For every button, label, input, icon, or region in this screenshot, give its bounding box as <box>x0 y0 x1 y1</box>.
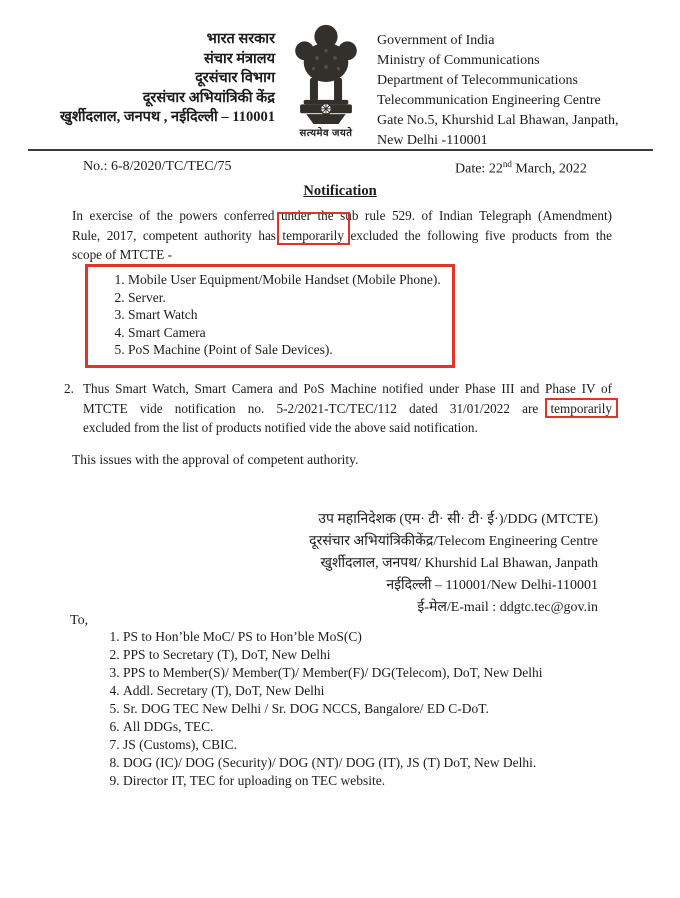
highlighted-word-temporarily-1: temporarily <box>282 227 344 243</box>
national-emblem <box>284 24 368 139</box>
english-line: Ministry of Communications <box>377 53 540 68</box>
product-item: 5. PoS Machine (Point of Sale Devices). <box>128 341 452 359</box>
paragraph-2-body <box>83 379 612 438</box>
signature-line: उप महानिदेशक (एम· टी· सी· टी· ई·)/DDG (MTCTE) <box>318 512 598 527</box>
english-line: New Delhi -110001 <box>377 133 488 148</box>
hindi-line: दूरसंचार विभाग <box>195 70 275 86</box>
distribution-item: 5. Sr. DOG TEC New Delhi / Sr. DOG NCCS, Bangalore/ ED C-DoT. <box>123 700 542 718</box>
paragraph-1-text: excluded the following five products from the <box>343 227 612 243</box>
paragraph-1-text: Rule, 2017, competent authority has <box>72 227 283 243</box>
paragraph-2-line: excluded from the list of products notified vide the above said notification. <box>83 420 478 435</box>
english-line: Gate No.5, Khurshid Lal Bhawan, Janpath, <box>377 113 619 128</box>
signature-block <box>309 509 598 619</box>
hindi-line: संचार मंत्रालय <box>204 50 275 67</box>
signature-line: नईदिल्ली – 110001/New Delhi-110001 <box>386 578 598 593</box>
distribution-list <box>72 628 542 790</box>
approval-line: This issues with the approval of competent authority. <box>72 452 359 467</box>
english-line: Government of India <box>377 33 495 48</box>
signature-line: खुर्शीदलाल, जनपथ/ Khurshid Lal Bhawan, Janpath <box>320 556 598 571</box>
highlighted-word-temporarily-2: temporarily <box>550 400 612 416</box>
paragraph-1-line: scope of MTCTE - <box>72 247 172 262</box>
distribution-item: 6. All DDGs, TEC. <box>123 718 542 736</box>
signature-line: ई-मेल/E-mail : ddgtc.tec@gov.in <box>417 600 598 615</box>
paragraph-2-text: MTCTE vide notification no. 5-2/2021-TC/TEC/112 dated 31/01/2022 are <box>83 400 551 416</box>
product-item: 1. Mobile User Equipment/Mobile Handset (Mobile Phone). <box>128 271 452 289</box>
english-line: Department of Telecommunications <box>377 73 578 88</box>
distribution-item: 2. PPS to Secretary (T), DoT, New Delhi <box>123 646 542 664</box>
distribution-item: 3. PPS to Member(S)/ Member(T)/ Member(F)/ DG(Telecom), DoT, New Delhi <box>123 664 542 682</box>
hindi-line: दूरसंचार अभियांत्रिकी केंद्र <box>142 89 275 106</box>
to-label: To, <box>70 613 89 628</box>
paragraph-1-line <box>72 226 612 246</box>
letterhead-hindi <box>18 30 275 128</box>
paragraph-2-line <box>83 399 612 419</box>
letterhead-english <box>377 31 669 151</box>
product-item: 3. Smart Watch <box>128 306 452 324</box>
distribution-item: 9. Director IT, TEC for uploading on TEC website. <box>123 772 542 790</box>
excluded-products-box <box>85 264 455 368</box>
english-line: Telecommunication Engineering Centre <box>377 93 601 108</box>
distribution-item: 8. DOG (IC)/ DOG (Security)/ DOG (NT)/ DOG (IT), JS (T) DoT, New Delhi. <box>123 754 542 772</box>
hindi-line: भारत सरकार <box>206 31 275 47</box>
product-item: 4. Smart Camera <box>128 324 452 342</box>
notification-title: Notification <box>303 183 377 199</box>
date-ordinal: nd <box>502 159 512 169</box>
paragraph-1 <box>72 206 612 265</box>
paragraph-2-line: Thus Smart Watch, Smart Camera and PoS Machine notified under Phase III and Phase IV of <box>83 381 612 396</box>
distribution-item: 4. Addl. Secretary (T), DoT, New Delhi <box>123 682 542 700</box>
signature-line: दूरसंचार अभियांत्रिकीकेंद्र/Telecom Engineering Centre <box>309 534 598 549</box>
distribution-item: 1. PS to Hon’ble MoC/ PS to Hon’ble MoS(C) <box>123 628 542 646</box>
distribution-item: 7. JS (Customs), CBIC. <box>123 736 542 754</box>
paragraph-1-line: In exercise of the powers conferred under the sub rule 529. of Indian Telegraph (Amendment) <box>72 208 612 223</box>
excluded-products-list <box>88 271 452 359</box>
reference-number: No.: 6-8/2020/TC/TEC/75 <box>83 159 232 174</box>
date-text: March, 2022 <box>511 161 587 177</box>
paragraph-2 <box>64 379 612 438</box>
document-date <box>455 159 587 178</box>
product-item: 2. Server. <box>128 289 452 307</box>
paragraph-2-number: 2. <box>64 381 74 396</box>
header-divider <box>28 149 653 151</box>
emblem-motto: सत्यमेव जयते <box>299 128 353 139</box>
date-text: Date: 22 <box>455 161 503 177</box>
hindi-line: खुर्शीदलाल, जनपथ , नईदिल्ली – 110001 <box>60 109 275 125</box>
ashoka-lion-capital-icon <box>288 24 364 124</box>
